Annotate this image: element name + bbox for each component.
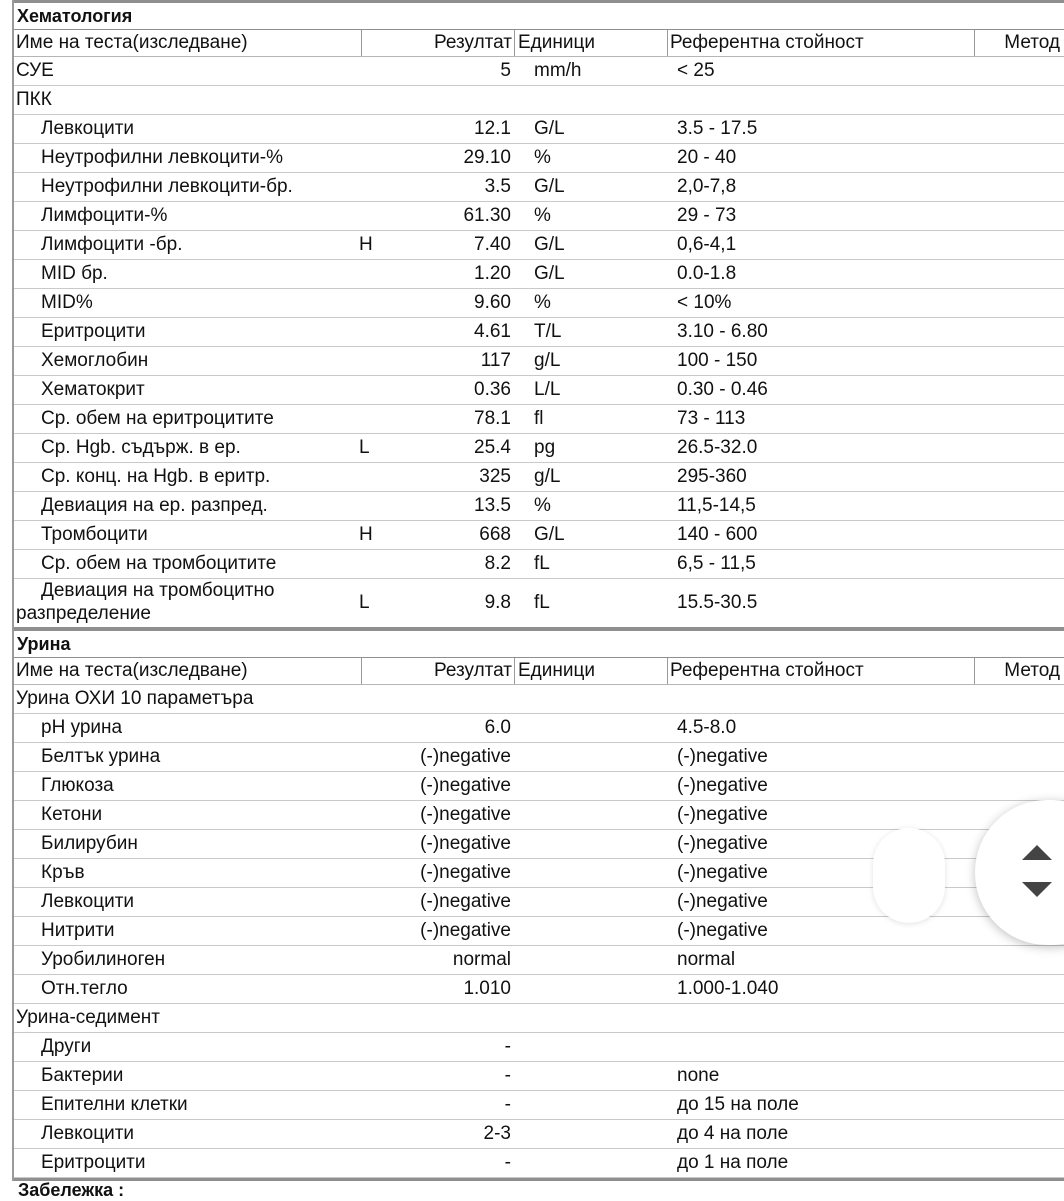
test-name: Хематокрит <box>41 379 145 400</box>
result: 29.10 <box>463 147 511 168</box>
test-name: Девиация на ер. разпред. <box>41 495 268 516</box>
test-name: Урина ОХИ 10 параметъра <box>16 688 254 709</box>
test-name: Ср. конц. на Hgb. в еритр. <box>41 466 271 487</box>
reference: 11,5-14,5 <box>677 495 756 516</box>
result: 117 <box>480 350 511 371</box>
unit: % <box>534 147 551 168</box>
reference: normal <box>677 949 736 970</box>
reference: 29 - 73 <box>677 205 737 226</box>
reference: 2,0-7,8 <box>677 176 737 197</box>
table-header-urine <box>14 658 1064 685</box>
result: - <box>504 1065 511 1086</box>
result: 12.1 <box>474 118 511 139</box>
table-row <box>14 1062 1064 1091</box>
test-name: Левкоцити <box>41 118 135 139</box>
test-name: MID бр. <box>41 263 108 284</box>
table-row <box>14 202 1064 231</box>
test-name: Глюкоза <box>41 775 114 796</box>
test-name: Белтък урина <box>41 746 161 767</box>
col-result-header: Резултат <box>361 30 512 56</box>
flag: H <box>359 234 373 255</box>
table-row <box>14 1149 1064 1178</box>
table-row <box>14 550 1064 579</box>
test-name: Еритроцити <box>41 321 146 342</box>
test-name: Неутрофилни левкоцити-бр. <box>41 176 293 197</box>
reference: 20 - 40 <box>677 147 737 168</box>
result: 2-3 <box>483 1123 511 1144</box>
result: 3.5 <box>484 176 511 197</box>
reference: (-)negative <box>677 891 768 912</box>
unit: G/L <box>534 524 565 545</box>
flag: H <box>359 524 373 545</box>
test-name: Тромбоцити <box>41 524 148 545</box>
unit: % <box>534 495 551 516</box>
test-name: Отн.тегло <box>41 978 128 999</box>
result: (-)negative <box>420 775 511 796</box>
reference: до 1 на поле <box>677 1152 789 1173</box>
reference: 15.5-30.5 <box>677 592 758 613</box>
table-row <box>14 231 1064 260</box>
unit: g/L <box>534 350 561 371</box>
col-name-header: Име на теста(изследване) <box>16 660 248 681</box>
table-header-hematology <box>14 30 1064 57</box>
table-row <box>14 772 1064 801</box>
table-row <box>14 521 1064 550</box>
reference: 140 - 600 <box>677 524 758 545</box>
col-reference-header: Референтна стойност <box>667 658 864 684</box>
table-row <box>14 318 1064 347</box>
table-row <box>14 289 1064 318</box>
unit: G/L <box>534 118 565 139</box>
test-name: Левкоцити <box>41 891 135 912</box>
result: - <box>504 1152 511 1173</box>
reference: < 10% <box>677 292 732 313</box>
result: 0.36 <box>474 379 511 400</box>
col-units-header: Единици <box>514 30 595 56</box>
table-row <box>14 376 1064 405</box>
test-name: Лимфоцити-% <box>41 205 168 226</box>
table-row <box>14 86 1064 115</box>
test-name-line2: разпределение <box>16 603 151 624</box>
table-row <box>14 1033 1064 1062</box>
section-title-hematology: Хематология <box>14 0 1064 30</box>
chevron-down-icon[interactable] <box>1022 882 1052 897</box>
unit: fL <box>534 592 550 613</box>
reference: (-)negative <box>677 920 768 941</box>
unit: mm/h <box>534 60 582 81</box>
test-name-line1: Девиация на тромбоцитно <box>41 580 275 601</box>
unit: G/L <box>534 234 565 255</box>
result: 8.2 <box>484 553 511 574</box>
flag: L <box>359 592 370 613</box>
result: normal <box>452 949 511 970</box>
result: 1.010 <box>463 978 511 999</box>
result: (-)negative <box>420 891 511 912</box>
reference: 3.10 - 6.80 <box>677 321 768 342</box>
unit: L/L <box>534 379 561 400</box>
hematology-rows <box>14 57 1064 579</box>
reference: 100 - 150 <box>677 350 758 371</box>
test-name: СУЕ <box>16 60 54 81</box>
flag: L <box>359 437 370 458</box>
result: (-)negative <box>420 862 511 883</box>
scroll-handle[interactable] <box>873 828 945 923</box>
result: 78.1 <box>474 408 511 429</box>
section-title-urine: Урина <box>14 630 1064 658</box>
result: 61.30 <box>463 205 511 226</box>
reference: none <box>677 1065 720 1086</box>
test-name: Левкоцити <box>41 1123 135 1144</box>
test-name: Нитрити <box>41 920 115 941</box>
result: 25.4 <box>474 437 511 458</box>
col-units-header: Единици <box>514 658 595 684</box>
test-name: Лимфоцити -бр. <box>41 234 183 255</box>
result: (-)negative <box>420 746 511 767</box>
reference: (-)negative <box>677 862 768 883</box>
reference: 6,5 - 11,5 <box>677 553 756 574</box>
table-row <box>14 714 1064 743</box>
result: 668 <box>479 524 511 545</box>
urine-rows <box>14 685 1064 1181</box>
table-row <box>14 685 1064 714</box>
unit: G/L <box>534 263 565 284</box>
reference: 295-360 <box>677 466 747 487</box>
unit: % <box>534 292 551 313</box>
test-name: Бактерии <box>41 1065 124 1086</box>
unit: g/L <box>534 466 561 487</box>
result: 6.0 <box>484 717 511 738</box>
test-name: Кръв <box>41 862 85 883</box>
result: - <box>504 1094 511 1115</box>
table-row <box>14 260 1064 289</box>
unit: % <box>534 205 551 226</box>
table-row <box>14 463 1064 492</box>
table-row <box>14 144 1064 173</box>
reference: (-)negative <box>677 775 768 796</box>
test-name: Други <box>41 1036 92 1057</box>
reference: 73 - 113 <box>677 408 746 429</box>
table-row <box>14 173 1064 202</box>
col-name-header: Име на теста(изследване) <box>16 32 248 53</box>
lab-results-frame <box>12 0 1064 1181</box>
table-row <box>14 579 1064 630</box>
unit: fL <box>534 553 550 574</box>
result: 9.8 <box>484 592 511 613</box>
table-row <box>14 492 1064 521</box>
test-name: Кетони <box>41 804 103 825</box>
reference: (-)negative <box>677 804 768 825</box>
test-name: Хемоглобин <box>41 350 149 371</box>
reference: 0.30 - 0.46 <box>677 379 768 400</box>
table-row <box>14 434 1064 463</box>
result: (-)negative <box>420 833 511 854</box>
col-reference-header: Референтна стойност <box>667 30 864 56</box>
reference: до 15 на поле <box>677 1094 799 1115</box>
test-name: Неутрофилни левкоцити-% <box>41 147 283 168</box>
col-result-header: Резултат <box>361 658 512 684</box>
table-row <box>14 1004 1064 1033</box>
reference: < 25 <box>677 60 715 81</box>
test-name: Уробилиноген <box>41 949 166 970</box>
reference: (-)negative <box>677 746 768 767</box>
table-row <box>14 57 1064 86</box>
test-name: Ср. Hgb. съдърж. в ер. <box>41 437 241 458</box>
test-name: Урина-седимент <box>16 1007 160 1028</box>
result: - <box>504 1036 511 1057</box>
test-name: Еритроцити <box>41 1152 146 1173</box>
unit: fl <box>534 408 544 429</box>
test-name: ПКК <box>16 89 52 110</box>
test-name: pH урина <box>41 717 123 738</box>
table-row <box>14 975 1064 1004</box>
test-name: MID% <box>41 292 93 313</box>
reference: (-)negative <box>677 833 768 854</box>
result: (-)negative <box>420 804 511 825</box>
unit: G/L <box>534 176 565 197</box>
table-row <box>14 946 1064 975</box>
unit: pg <box>534 437 556 458</box>
table-row <box>14 743 1064 772</box>
result: 7.40 <box>474 234 511 255</box>
table-row <box>14 405 1064 434</box>
chevron-up-icon[interactable] <box>1022 845 1052 860</box>
result: 4.61 <box>474 321 511 342</box>
result: 5 <box>500 60 511 81</box>
table-row <box>14 115 1064 144</box>
reference: 4.5-8.0 <box>677 717 737 738</box>
result: 13.5 <box>474 495 511 516</box>
footer-note: Забележка : <box>18 1180 125 1200</box>
reference: до 4 на поле <box>677 1123 789 1144</box>
test-name: Ср. обем на тромбоцитите <box>41 553 277 574</box>
unit: T/L <box>534 321 562 342</box>
test-name: Ср. обем на еритроцитите <box>41 408 274 429</box>
result: (-)negative <box>420 920 511 941</box>
table-row <box>14 1120 1064 1149</box>
test-name: Епителни клетки <box>41 1094 188 1115</box>
table-row <box>14 1091 1064 1120</box>
reference: 0,6-4,1 <box>677 234 737 255</box>
test-name: Билирубин <box>41 833 138 854</box>
col-method-header: Метод <box>974 658 1060 684</box>
reference: 0.0-1.8 <box>677 263 737 284</box>
result: 325 <box>479 466 511 487</box>
reference: 3.5 - 17.5 <box>677 118 758 139</box>
col-method-header: Метод <box>974 30 1060 56</box>
table-row <box>14 801 1064 830</box>
reference: 1.000-1.040 <box>677 978 779 999</box>
table-row <box>14 347 1064 376</box>
reference: 26.5-32.0 <box>677 437 758 458</box>
result: 9.60 <box>474 292 511 313</box>
result: 1.20 <box>474 263 511 284</box>
